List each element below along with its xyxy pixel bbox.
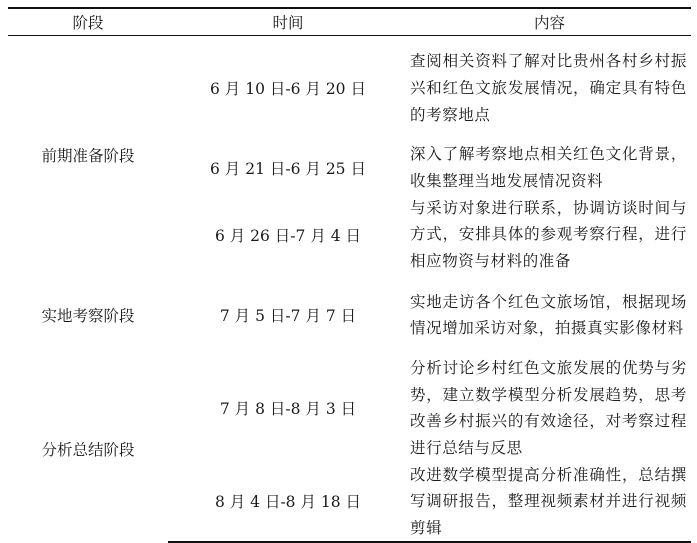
time-cell: 6 月 26 日-7 月 4 日 (214, 226, 362, 245)
content-text: 与采访对象进行联系，协调访谈时间与方式，安排具体的参观考察行程，进行相应物资与材料的准备 (410, 198, 687, 270)
content-text: 查阅相关资料了解对比贵州各村乡村振兴和红色文旅发展情况，确定具有特色的考察地点 (410, 52, 687, 124)
content-cell (408, 355, 691, 461)
content-text: 改进数学模型提高分析准确性，总结撰写调研报告，整理视频素材并进行视频剪辑 (410, 465, 687, 537)
content-text: 实地走访各个红色文旅场馆，根据现场情况增加采访对象，拍摄真实影像材料 (410, 292, 687, 338)
time-cell: 6 月 21 日-6 月 25 日 (210, 159, 366, 178)
content-cell (408, 194, 691, 275)
time-cell: 6 月 10 日-6 月 20 日 (210, 80, 366, 99)
stage-cell-preparation: 前期准备阶段 (41, 147, 135, 166)
header-row (8, 8, 691, 35)
time-cell: 7 月 5 日-7 月 7 日 (219, 307, 357, 326)
table-header (8, 8, 691, 35)
content-cell (408, 35, 691, 141)
content-text: 分析讨论乡村红色文旅发展的优势与劣势，建立数学模型分析发展趋势，思考改善乡村振兴的有效途径，对考察过程进行总结与反思 (410, 359, 687, 457)
content-text: 深入了解考察地点相关红色文化背景，收集整理当地发展情况资料 (410, 145, 687, 190)
header-stage: 阶段 (8, 8, 168, 35)
header-time: 时间 (168, 8, 408, 35)
time-cell: 7 月 8 日-8 月 3 日 (219, 400, 357, 419)
table-body (8, 35, 691, 542)
stage-cell-summary: 分析总结阶段 (41, 440, 135, 459)
time-cell: 8 月 4 日-8 月 18 日 (168, 462, 408, 543)
table-row (8, 275, 691, 355)
stage-cell-fieldwork: 实地考察阶段 (41, 307, 135, 326)
content-cell (408, 275, 691, 355)
content-cell (408, 141, 691, 194)
header-content: 内容 (408, 8, 691, 35)
schedule-table (8, 7, 691, 543)
content-cell (408, 462, 691, 543)
table-row (8, 35, 691, 141)
table-row (8, 355, 691, 461)
